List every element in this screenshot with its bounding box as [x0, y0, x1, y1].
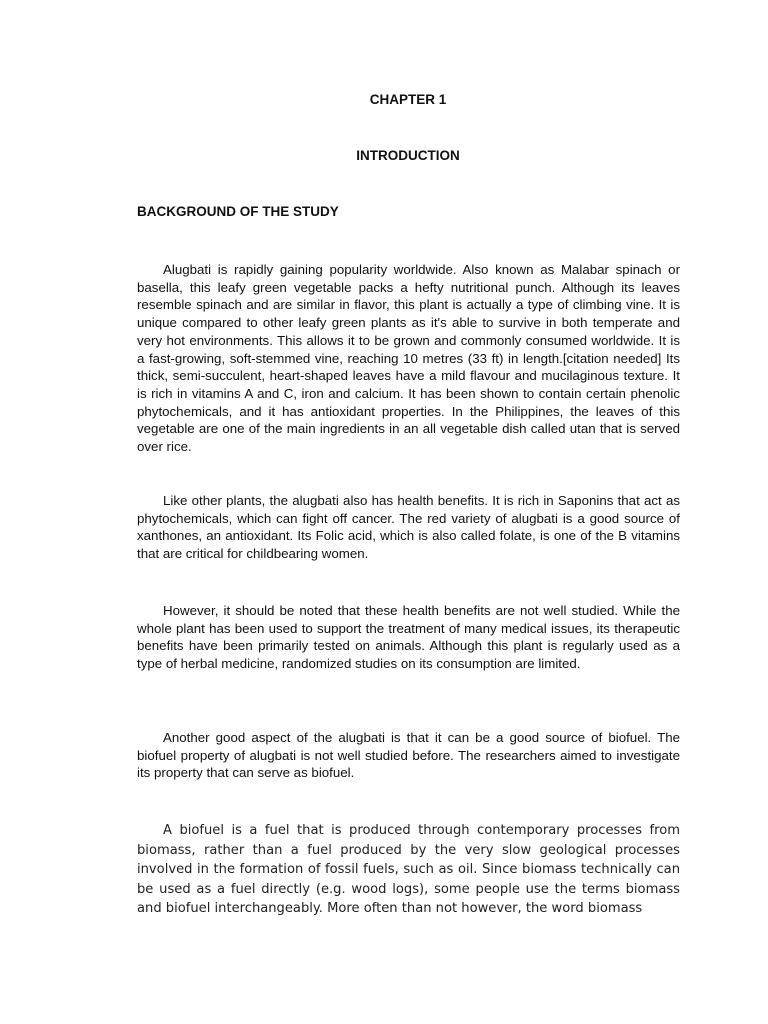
- chapter-heading: CHAPTER 1: [369, 92, 447, 107]
- chapter-title: INTRODUCTION: [356, 148, 460, 163]
- paragraph-biofuel-source: Another good aspect of the alugbati is that it can be a good source of biofuel. The biofuel property of alugbati is not well studied before. The researchers aimed to investigate its property that can serve as biofuel.: [137, 730, 680, 781]
- section-heading: BACKGROUND OF THE STUDY: [137, 204, 339, 219]
- paragraph-health-benefits: Like other plants, the alugbati also has health benefits. It is rich in Saponins that act as phytochemicals, which can fight off cancer. The red variety of alugbati is a good source of xanthones, an antioxidant. Its Folic acid, which is also called folate, is one of the B vitamins that are critical for childbearing women.: [137, 493, 680, 562]
- paragraph-biofuel-definition: A biofuel is a fuel that is produced through contemporary processes from biomass, rather than a fuel produced by the very slow geological processes involved in the formation of fossil fuels, such as oil. Since biomass technically can be used as a fuel directly (e.g. wood logs), some people use the terms biomass and biofuel interchangeably. More often than not however, the word biomass: [137, 823, 680, 917]
- paragraph-limited-studies: However, it should be noted that these health benefits are not well studied. While the whole plant has been used to support the treatment of many medical issues, its therapeutic benefits have been primarily tested on animals. Although this plant is regularly used as a type of herbal medicine, randomized studies on its consumption are limited.: [137, 603, 680, 672]
- paragraph-alugbati-overview: Alugbati is rapidly gaining popularity worldwide. Also known as Malabar spinach or basella, this leafy green vegetable packs a hefty nutritional punch. Although its leaves resemble spinach and are similar in flavor, this plant is actually a type of climbing vine. It is unique compared to other leafy green plants as it's able to survive in both temperate and very hot environments. This allows it to be grown and commonly consumed worldwide. It is a fast-growing, soft-stemmed vine, reaching 10 metres (33 ft) in length.[citation needed] Its thick, semi-succulent, heart-shaped leaves have a mild flavour and mucilaginous texture. It is rich in vitamins A and C, iron and calcium. It has been shown to contain certain phenolic phytochemicals, and it has antioxidant properties. In the Philippines, the leaves of this vegetable are one of the main ingredients in an all vegetable dish called utan that is served over rice.: [137, 262, 680, 455]
